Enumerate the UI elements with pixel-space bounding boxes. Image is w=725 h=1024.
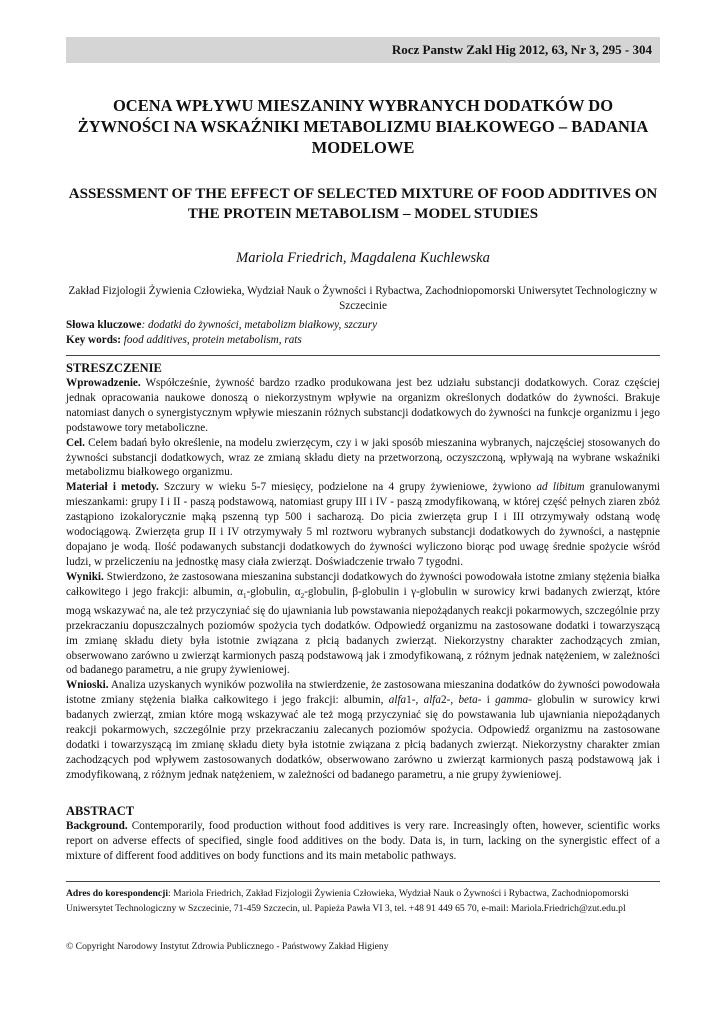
conclusions-label: Wnioski. bbox=[66, 679, 109, 692]
methods-italic: ad libitum bbox=[536, 481, 585, 494]
keywords-english bbox=[66, 333, 660, 348]
journal-citation: Rocz Panstw Zakl Hig 2012, 63, Nr 3, 295 - 304 bbox=[391, 42, 652, 57]
streszczenie-heading: STRESZCZENIE bbox=[66, 361, 162, 375]
title-block bbox=[66, 95, 660, 314]
results-text-3: -globulin, β-globulin i γ-globulin w surowicy krwi badanych zwierząt, które mogą wskazywać na, ale też przyczyniać się do ujawniania lub powstawania niepożądanych reakcji pokarmowych, szczególnie przy przekraczaniu dopuszczalnych poziomów spożycia tych dodatków. Odpowiedź organizmu na zastosowane dodatki i towarzyszącą im zmianę składu diety była istotnie związana z płcią badanych zwierząt. Niekorzystny charakter zachodzących zmian, obserwowano zarówno u zwierząt karmionych paszą podstawową jak i zmodyfikowaną, z różnym jednak natężeniem, w zależności od badanego parametru, a nie grupy żywieniowej. bbox=[66, 585, 660, 677]
keywords-pl-values: : dodatki do żywności, metabolizm białkowy, szczury bbox=[141, 319, 378, 331]
concl-text-5: - globulin w surowicy krwi badanych zwierząt, zmian które mogą wskazywać ale też mogą przyczyniać się do powstawania lub ujawniania niepożądanych reakcji pokarmowych, szczególnie przy przekraczaniu zalecanych poziomów spożycia. Odpowiedź organizmu na zastosowane dodatki i towarzyszącą im zmianę składu diety była istotnie związana z płcią badanych zwierząt. Niekorzystny charakter zmian zachodzących pod wpływem zastosowanych dodatków, obserwowano zarówno u zwierząt karmionych paszą podstawową jak i zmodyfikowaną, z różnym jednak natężeniem, w zależności od badanego parametru, a nie grupy żywieniowej. bbox=[66, 694, 660, 781]
results-text-2: -globulin, α bbox=[246, 585, 301, 598]
background-text: Contemporarily, food production without food additives is very rare. Increasingly often, however, scientific works report on adverse effects of specified, single food additives on the body. Data is, in turn, lacking on the synergistic effect of a mixture of different food additives on body functions and its main metabolic pathways. bbox=[66, 820, 660, 862]
correspondence-label: Adres do korespondencji bbox=[66, 888, 168, 899]
keywords-block bbox=[66, 318, 660, 348]
results-text-1: Stwierdzono, że zastosowana mieszanina substancji dodatkowych do żywności powodowała istotne zmiany stężenia białka całkowitego i jego frakcji: albumin, α bbox=[66, 570, 660, 598]
journal-header-bar bbox=[66, 37, 660, 63]
abstract-section bbox=[66, 803, 660, 864]
methods-text-1: Szczury w wieku 5-7 miesięcy, podzielone na 4 grupy żywieniowe, żywiono bbox=[158, 481, 537, 494]
copyright: © Copyright Narodowy Instytut Zdrowia Publicznego - Państwowy Zakład Higieny bbox=[66, 941, 389, 952]
methods-paragraph bbox=[66, 480, 660, 569]
keywords-en-values: food additives, protein metabolism, rats bbox=[121, 334, 302, 346]
intro-text: Współcześnie, żywność bardzo rzadko produkowana jest bez udziału substancji dodatkowych. Coraz częściej jednak opracowania naukowe donoszą o niekorzystnym wpływie na organizm określonych dodatków do żywności. Brakuje natomiast danych o synergistycznym wpływie mieszanin różnych substancji dodatkowych do żywności na funkcje organizmu i jego podstawowe tory metaboliczne. bbox=[66, 377, 660, 434]
keywords-pl-label: Słowa kluczowe bbox=[66, 319, 142, 331]
aim-label: Cel. bbox=[66, 436, 85, 449]
results-paragraph bbox=[66, 570, 660, 679]
concl-text-1: Analiza uzyskanych wyników pozwoliła na stwierdzenie, że zastosowana mieszanina dodatków do żywności powodowała istotne zmiany stężenia białka całkowitego i jego frakcji: albumin, bbox=[66, 679, 660, 707]
results-label: Wyniki. bbox=[66, 570, 104, 583]
correspondence-text: : Mariola Friedrich, Zakład Fizjologii Żywienia Człowieka, Wydział Nauk o Żywności i Rybactwa, Zachodniopomorski Uniwersytet Technologiczny w Szczecinie, 71-459 Szczecin, ul. Papieża Pawła VI 3, tel. +48 91 449 65 70, e-mail: Mariola.Friedrich@zut.edu.pl bbox=[66, 888, 629, 914]
results-sub-1: 1 bbox=[242, 591, 247, 600]
affiliation: Zakład Fizjologii Żywienia Człowieka, Wydział Nauk o Żywności i Rybactwa, Zachodniopomorski Uniwersytet Technologiczny w Szczecinie bbox=[68, 285, 658, 312]
abstract-heading: ABSTRACT bbox=[66, 804, 135, 818]
intro-paragraph bbox=[66, 376, 660, 436]
background-label: Background. bbox=[66, 820, 128, 832]
background-paragraph bbox=[66, 819, 660, 864]
results-sub-2: 2 bbox=[300, 591, 305, 600]
conclusions-paragraph bbox=[66, 678, 660, 782]
concl-gamma: gamma bbox=[495, 694, 529, 707]
divider-top bbox=[66, 355, 660, 356]
keywords-en-label: Key words: bbox=[66, 334, 121, 346]
methods-label: Materiał i metody. bbox=[66, 481, 159, 494]
divider-bottom bbox=[66, 881, 660, 882]
concl-alfa-2: alfa bbox=[423, 694, 441, 707]
title-polish: OCENA WPŁYWU MIESZANINY WYBRANYCH DODATKÓW DO ŻYWNOŚCI NA WSKAŹNIKI METABOLIZMU BIAŁKOWEGO – BADANIA MODELOWE bbox=[77, 96, 649, 157]
intro-label: Wprowadzenie. bbox=[66, 377, 141, 389]
streszczenie-section bbox=[66, 360, 660, 783]
concl-text-3: 2-, bbox=[441, 694, 459, 707]
authors: Mariola Friedrich, Magdalena Kuchlewska bbox=[236, 250, 490, 266]
aim-text: Celem badań było określenie, na modelu zwierzęcym, czy i w jaki sposób mieszanina wybranych, najczęściej stosowanych do żywności substancji dodatkowych, wraz ze zmianą składu diety na przetworzoną, oczyszczoną, wpływają na wybrane wskaźniki metabolizmu białkowego organizmu. bbox=[66, 436, 660, 479]
concl-beta: beta bbox=[458, 694, 478, 707]
concl-alfa-1: alfa bbox=[388, 694, 407, 707]
keywords-polish bbox=[66, 318, 660, 333]
correspondence-block bbox=[66, 886, 660, 916]
title-english: ASSESSMENT OF THE EFFECT OF SELECTED MIXTURE OF FOOD ADDITIVES ON THE PROTEIN METABOLISM – MODEL STUDIES bbox=[68, 186, 658, 222]
aim-paragraph bbox=[66, 436, 660, 481]
concl-text-4: - i bbox=[477, 694, 496, 707]
methods-text-2: granulowanymi mieszankami: grupy I i II - paszą podstawową, natomiast grupy III i IV - paszą zmodyfikowaną, w której część pełnych ziaren zbóż zastąpiono izokalorycznie mąką pszenną typ 500 i sacharozą. Do picia zwierzęta grup I i III otrzymywały odstaną wodę wodociągową. Zwierzęta grup II i IV otrzymywały 5 ml roztworu wybranych substancji dodatkowych do żywności, a następnie dopajano je wodą. Ilość podawanych substancji dodatkowych do żywności wyliczono biorąc pod uwagę średnie spożycie wśród ludzi, w przeliczeniu na jednostkę masy ciała zwierząt. Doświadczenie trwało 7 tygodni. bbox=[66, 481, 661, 568]
concl-text-2: 1-, bbox=[406, 694, 424, 707]
